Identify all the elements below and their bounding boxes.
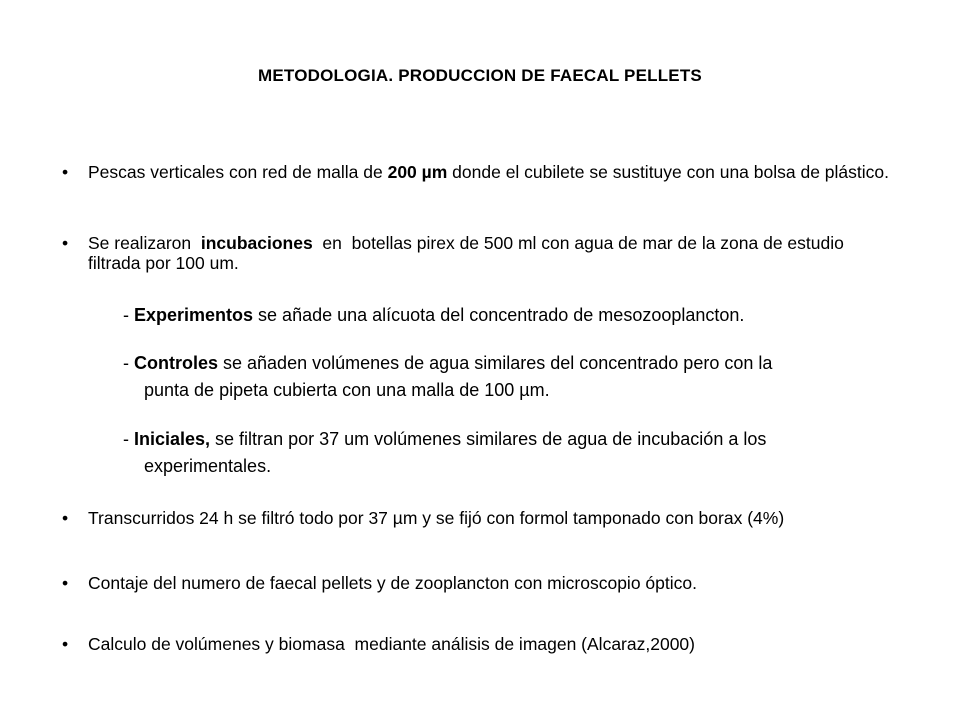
bullet-5-text: Calculo de volúmenes y biomasa mediante análisis de imagen (Alcaraz,2000) xyxy=(88,634,695,654)
sub-2-cont: punta de pipeta cubierta con una malla de 100 µm. xyxy=(144,380,550,400)
bullet-2-pre: Se realizaron xyxy=(88,233,201,253)
bullet-3-text: Transcurridos 24 h se filtró todo por 37 µm y se fijó con formol tamponado con borax (4%) xyxy=(88,508,785,528)
bullet-4-text: Contaje del numero de faecal pellets y de zooplancton con microscopio óptico. xyxy=(88,573,697,593)
bullet-2-text xyxy=(88,233,898,273)
bullet-2-bold: incubaciones xyxy=(200,233,313,253)
sub-3-cont: experimentales. xyxy=(144,456,272,476)
sub-1-bold: Experimentos xyxy=(134,305,254,325)
sub-item-experimentos xyxy=(123,302,913,329)
sub-3-bold: Iniciales, xyxy=(134,429,211,449)
bullet-1-text xyxy=(88,162,898,182)
bullet-2-post: en botellas pirex de 500 ml con agua de mar de la zona de estudio filtrada por 100 um. xyxy=(88,233,849,273)
sub-2-pre: - xyxy=(123,353,134,373)
bullet-1-bold: 200 µm xyxy=(387,162,448,182)
bullet-5-marker: • xyxy=(62,634,69,654)
sub-item-controles xyxy=(123,350,913,404)
sub-2-post: se añaden volúmenes de agua similares del concentrado pero con la xyxy=(218,353,773,373)
sub-item-iniciales xyxy=(123,426,913,480)
bullet-1-pre: Pescas verticales con red de malla de xyxy=(88,162,388,182)
bullet-4-marker: • xyxy=(62,573,69,593)
bullet-1-post: donde el cubilete se sustituye con una bolsa de plástico. xyxy=(447,162,889,182)
bullet-1-marker: • xyxy=(62,162,69,182)
sub-2-bold: Controles xyxy=(134,353,219,373)
slide-title: METODOLOGIA. PRODUCCION DE FAECAL PELLETS xyxy=(258,66,702,85)
sub-3-pre: - xyxy=(123,429,134,449)
sub-1-pre: - xyxy=(123,305,134,325)
sub-1-post: se añade una alícuota del concentrado de mesozooplancton. xyxy=(253,305,745,325)
bullet-3-marker: • xyxy=(62,508,69,528)
sub-3-post: se filtran por 37 um volúmenes similares de agua de incubación a los xyxy=(210,429,767,449)
bullet-2-marker: • xyxy=(62,233,69,253)
